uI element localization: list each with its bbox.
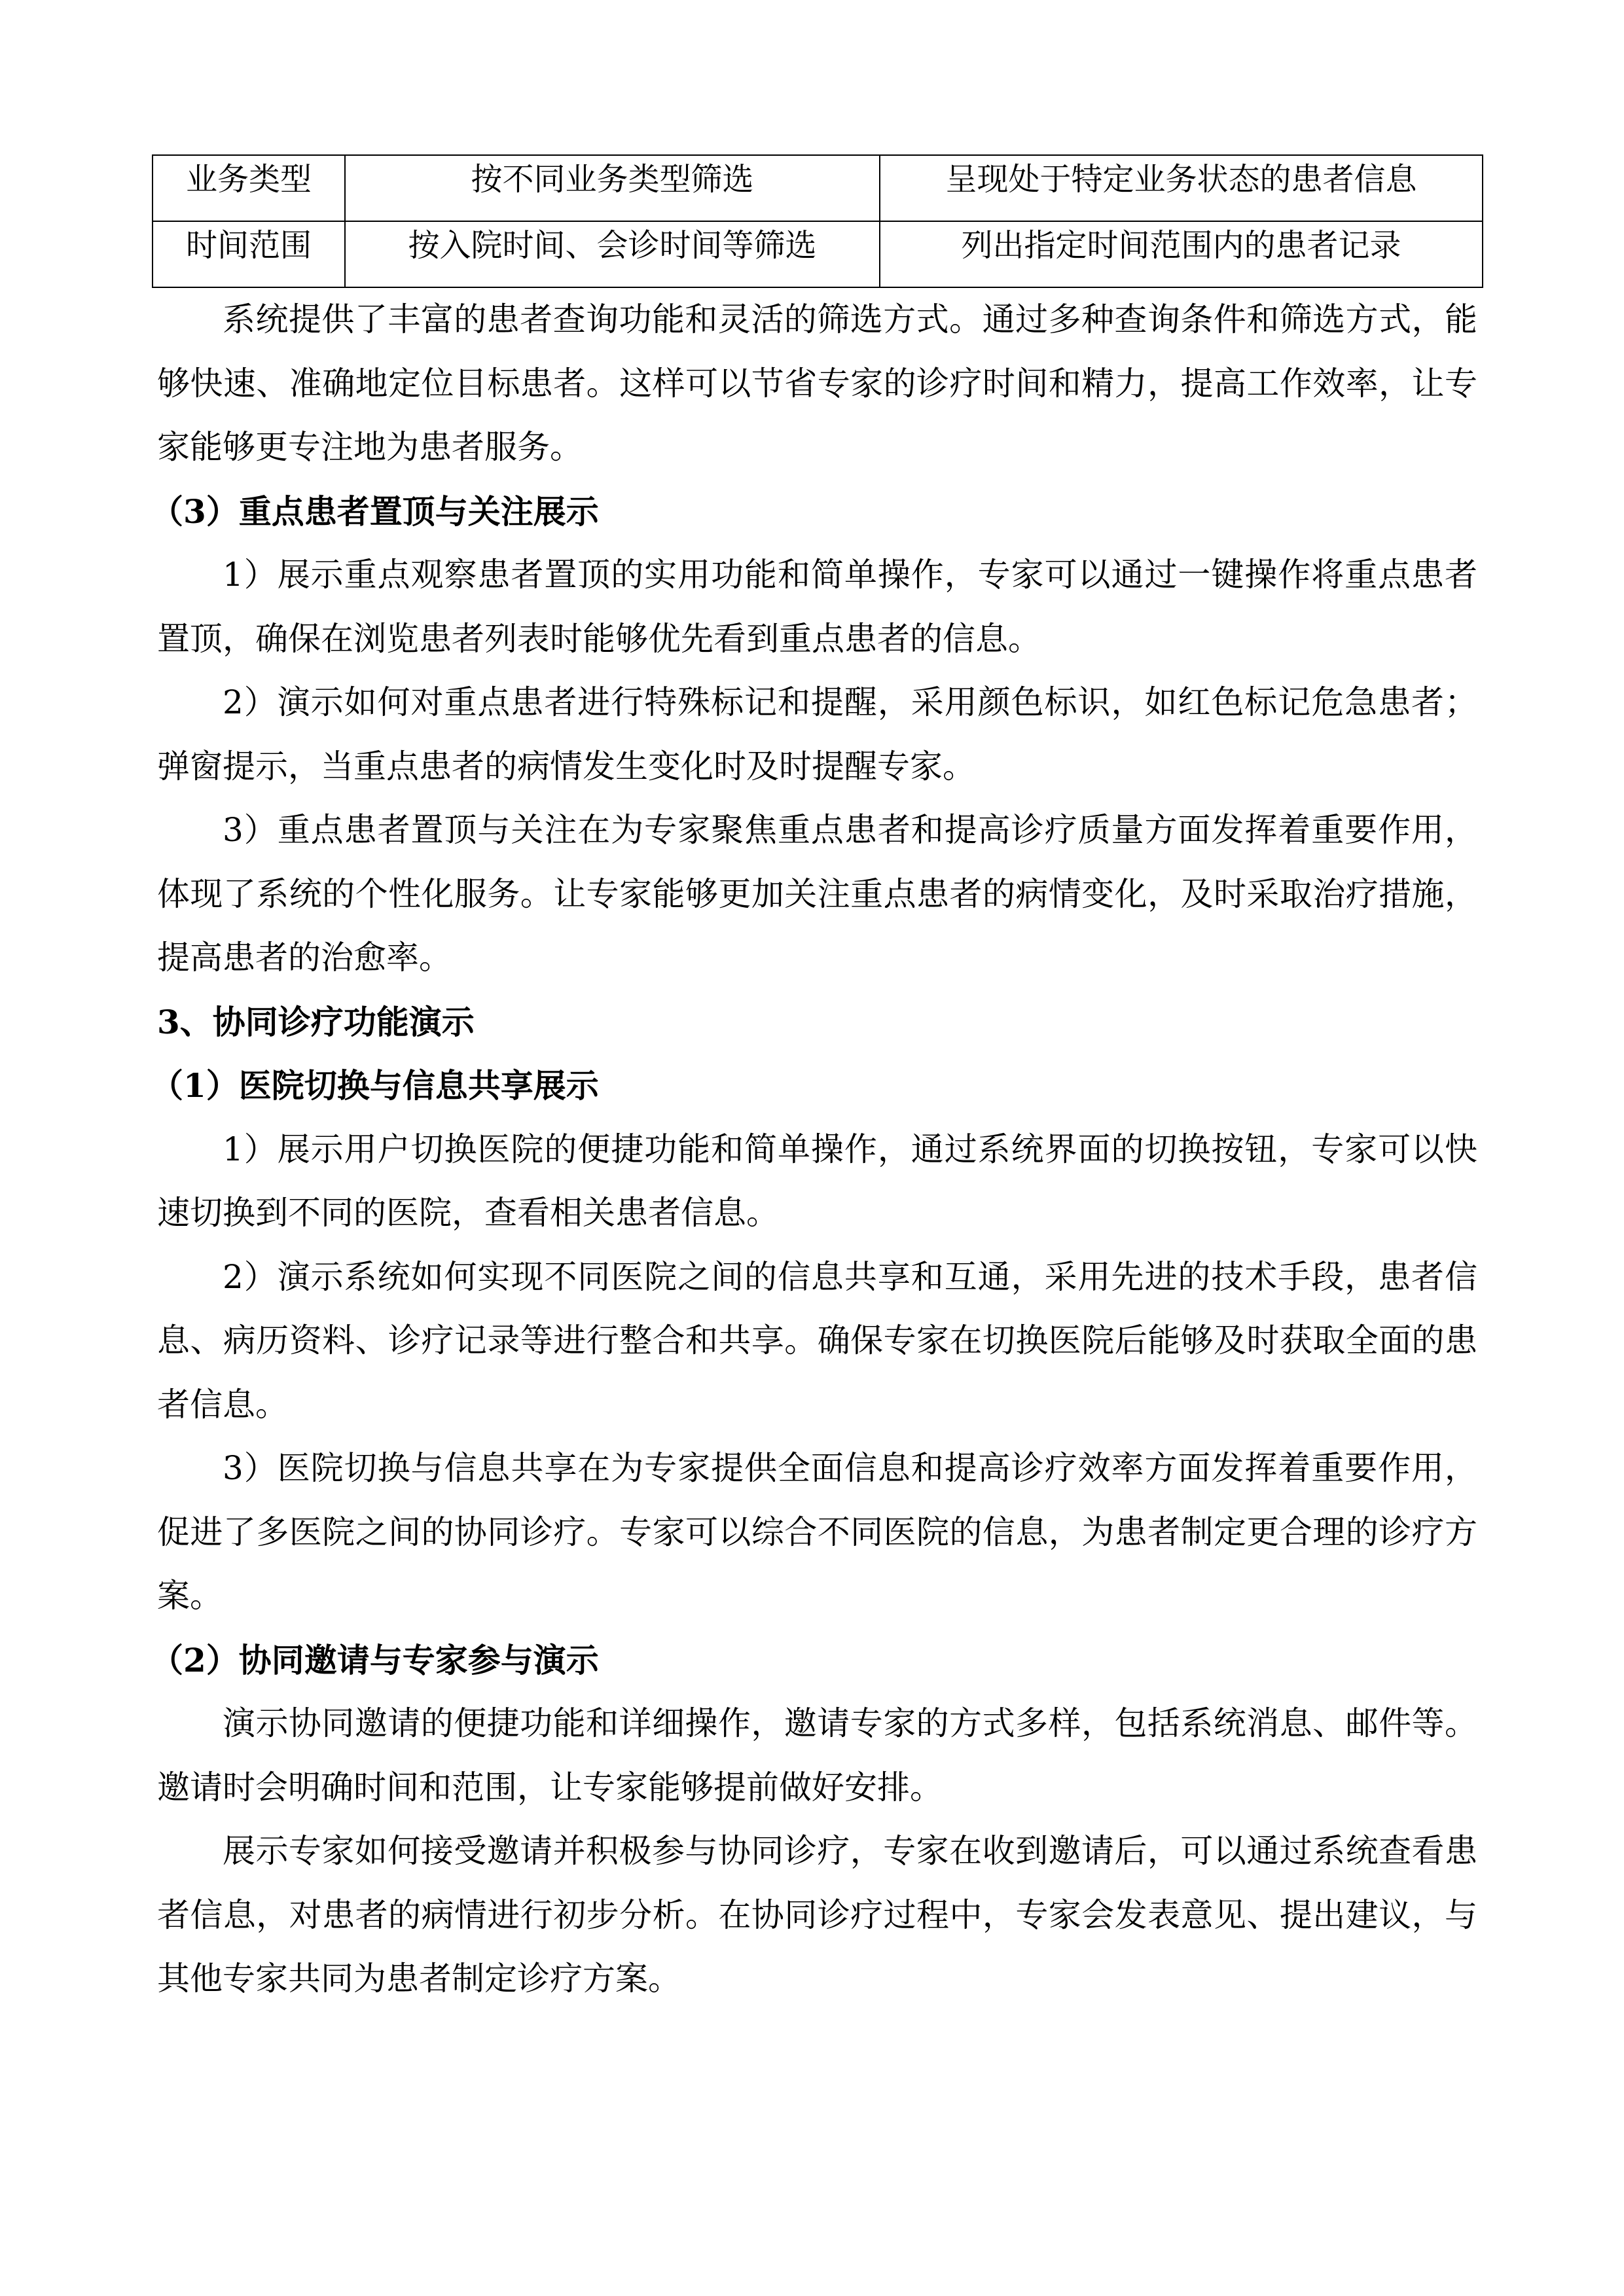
paragraph: 展示专家如何接受邀请并积极参与协同诊疗，专家在收到邀请后，可以通过系统查看患者信息，对患者的病情进行初步分析。在协同诊疗过程中，专家会发表意见、提出建议，与其他专家共同为患者制定诊疗方案。: [157, 1832, 1477, 1998]
document-body: [151, 288, 1477, 2011]
filter-table: [152, 154, 1483, 288]
paragraph: 系统提供了丰富的患者查询功能和灵活的筛选方式。通过多种查询条件和筛选方式，能够快速、准确地定位目标患者。这样可以节省专家的诊疗时间和精力，提高工作效率，让专家能够更专注地为患者服务。: [157, 300, 1477, 466]
paragraph: 3）重点患者置顶与关注在为专家聚焦重点患者和提高诊疗质量方面发挥着重要作用，体现了系统的个性化服务。让专家能够更加关注重点患者的病情变化，及时采取治疗措施，提高患者的治愈率。: [157, 811, 1477, 977]
paragraph: 2）演示如何对重点患者进行特殊标记和提醒，采用颜色标识，如红色标记危急患者；弹窗提示，当重点患者的病情发生变化时及时提醒专家。: [157, 683, 1477, 785]
paragraph: 演示协同邀请的便捷功能和详细操作，邀请专家的方式多样，包括系统消息、邮件等。邀请时会明确时间和范围，让专家能够提前做好安排。: [157, 1704, 1477, 1806]
table-row: [153, 221, 1483, 287]
table-cell: 呈现处于特定业务状态的患者信息: [880, 155, 1483, 221]
paragraph: 1）展示用户切换医院的便捷功能和简单操作，通过系统界面的切换按钮，专家可以快速切换到不同的医院，查看相关患者信息。: [157, 1130, 1477, 1232]
section-heading: （3）重点患者置顶与关注展示: [151, 492, 599, 531]
section-heading: （1）医院切换与信息共享展示: [151, 1066, 599, 1105]
paragraph: 3）医院切换与信息共享在为专家提供全面信息和提高诊疗效率方面发挥着重要作用，促进了多医院之间的协同诊疗。专家可以综合不同医院的信息，为患者制定更合理的诊疗方案。: [157, 1449, 1477, 1615]
table-cell: 业务类型: [153, 155, 345, 221]
table-cell: 按入院时间、会诊时间等筛选: [345, 221, 880, 287]
section-heading: （2）协同邀请与专家参与演示: [151, 1640, 599, 1679]
table-cell: 时间范围: [153, 221, 345, 287]
table-cell: 按不同业务类型筛选: [345, 155, 880, 221]
paragraph: 2）演示系统如何实现不同医院之间的信息共享和互通，采用先进的技术手段，患者信息、病历资料、诊疗记录等进行整合和共享。确保专家在切换医院后能够及时获取全面的患者信息。: [157, 1257, 1477, 1424]
section-heading: 3、协同诊疗功能演示: [157, 1002, 475, 1041]
table-row: [153, 155, 1483, 221]
table-cell: 列出指定时间范围内的患者记录: [880, 221, 1483, 287]
paragraph: 1）展示重点观察患者置顶的实用功能和简单操作，专家可以通过一键操作将重点患者置顶，确保在浏览患者列表时能够优先看到重点患者的信息。: [157, 556, 1477, 658]
